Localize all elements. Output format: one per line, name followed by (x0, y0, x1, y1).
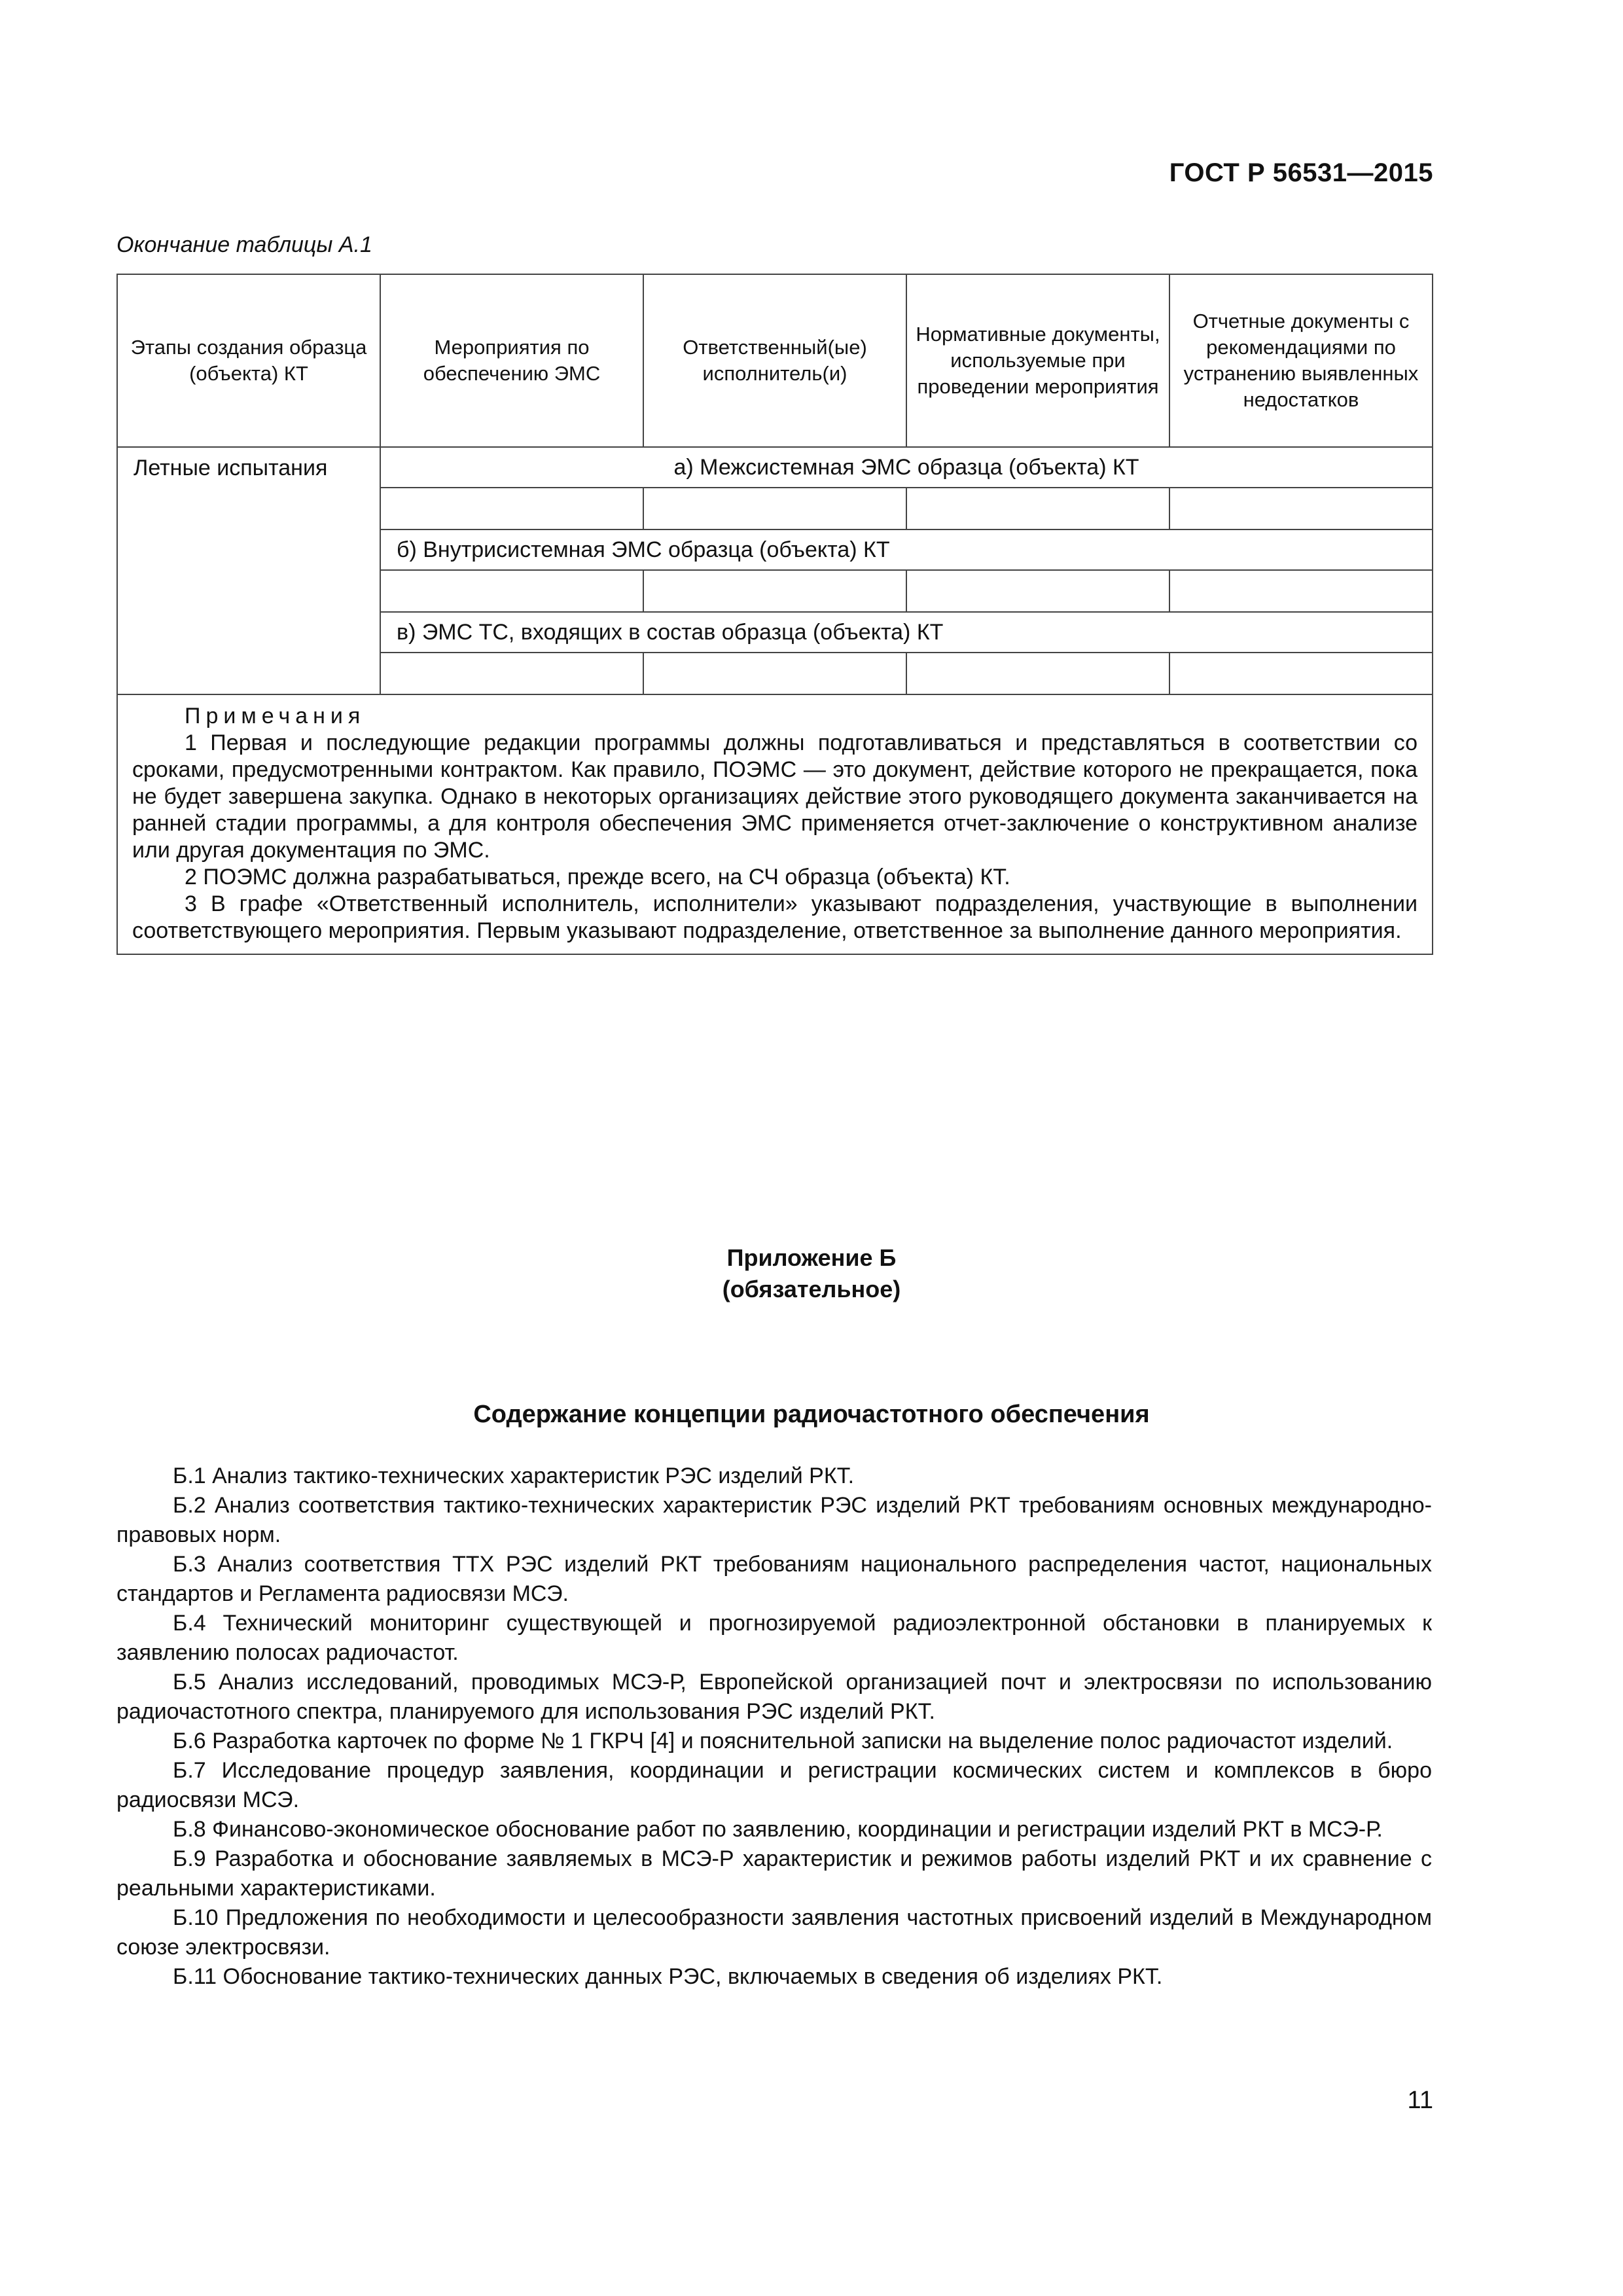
empty-cell (643, 570, 906, 612)
empty-cell (380, 570, 643, 612)
empty-cell (380, 488, 643, 529)
annex-heading: Содержание концепции радиочастотного обеспечения (473, 1401, 1150, 1428)
note-item: 1 Первая и последующие редакции программы должны подготавливаться и представляться в соответствии со сроками, предусмотренными контрактом. Как правило, ПОЭМС — это документ, действие которого не прекращается, пока не будет завершена закупка. Однако в некоторых организациях действие этого руководящего документа заканчивается на ранней стадии программы, а для контроля обеспечения ЭМС применяется отчет-заключение о конструктивном анализе или другая документация по ЭМС. (132, 730, 1418, 863)
column-header-responsible: Ответственный(ые) исполнитель(и) (643, 274, 906, 447)
annex-status: (обязательное) (722, 1276, 901, 1302)
list-item: Б.1 Анализ тактико-технических характеристик РЭС изделий РКТ. (173, 1463, 855, 1488)
column-header-measures: Мероприятия по обеспечению ЭМС (380, 274, 643, 447)
column-header-report-docs: Отчетные документы с рекомендациями по устранению выявленных недостатков (1169, 274, 1433, 447)
list-item: Б.8 Финансово-экономическое обоснование работ по заявлению, координации и регистрации изделий РКТ в МСЭ-Р. (173, 1817, 1383, 1842)
page-number: 11 (1407, 2087, 1433, 2114)
column-header-stages: Этапы создания образца (объекта) КТ (117, 274, 380, 447)
stage-cell: Летные испытания (117, 447, 380, 694)
section-a-heading: а) Межсистемная ЭМС образца (объекта) КТ (380, 447, 1433, 488)
list-item: Б.11 Обоснование тактико-технических данных РЭС, включаемых в сведения об изделиях РКТ. (173, 1964, 1163, 1989)
notes-cell (117, 694, 1433, 954)
empty-cell (1169, 488, 1433, 529)
empty-cell (380, 653, 643, 694)
list-item: Б.2 Анализ соответствия тактико-технических характеристик РЭС изделий РКТ требованиям основных международно-правовых норм. (116, 1493, 1432, 1547)
empty-cell (906, 653, 1169, 694)
empty-cell (906, 488, 1169, 529)
notes-row (117, 694, 1433, 954)
empty-cell (643, 653, 906, 694)
table-header-row (117, 274, 1433, 447)
list-item: Б.5 Анализ исследований, проводимых МСЭ-Р, Европейской организацией почт и электросвязи по использованию радиочастотного спектра, планируемого для использования РЭС изделий РКТ. (116, 1670, 1432, 1724)
notes-title: Примечания (185, 704, 366, 728)
empty-cell (1169, 653, 1433, 694)
annex-header (0, 1242, 1623, 1305)
annex-items-list (116, 1462, 1432, 1992)
list-item: Б.10 Предложения по необходимости и целесообразности заявления частотных присвоений изделий в Международном союзе электросвязи. (116, 1905, 1432, 1960)
empty-cell (1169, 570, 1433, 612)
list-item: Б.7 Исследование процедур заявления, координации и регистрации космических систем и комплексов в бюро радиосвязи МСЭ. (116, 1758, 1432, 1812)
annex-title: Приложение Б (726, 1244, 897, 1271)
empty-cell (643, 488, 906, 529)
list-item: Б.9 Разработка и обоснование заявляемых в МСЭ-Р характеристик и режимов работы изделий РКТ и их сравнение с реальными характеристиками. (116, 1846, 1432, 1901)
list-item: Б.4 Технический мониторинг существующей и прогнозируемой радиоэлектронной обстановки в планируемых к заявлению полосах радиочастот. (116, 1611, 1432, 1665)
note-item: 3 В графе «Ответственный исполнитель, исполнители» указывают подразделения, участвующие в выполнении соответствующего мероприятия. Первым указывают подразделение, ответственное за выполнение данного мероприятия. (132, 891, 1418, 943)
table-row (117, 447, 1433, 488)
list-item: Б.3 Анализ соответствия ТТХ РЭС изделий РКТ требованиям национального распределения частот, национальных стандартов и Регламента радиосвязи МСЭ. (116, 1552, 1432, 1606)
column-header-normative-docs: Нормативные документы, используемые при проведении мероприятия (906, 274, 1169, 447)
measures-table (116, 274, 1433, 955)
list-item: Б.6 Разработка карточек по форме № 1 ГКРЧ [4] и пояснительной записки на выделение полос радиочастот изделий. (173, 1729, 1393, 1753)
section-c-heading: в) ЭМС ТС, входящих в состав образца (объекта) КТ (380, 612, 1433, 653)
note-item: 2 ПОЭМС должна разрабатываться, прежде всего, на СЧ образца (объекта) КТ. (185, 865, 1010, 889)
document-code: ГОСТ Р 56531—2015 (1169, 158, 1433, 187)
section-b-heading: б) Внутрисистемная ЭМС образца (объекта) КТ (380, 529, 1433, 570)
table-caption: Окончание таблицы А.1 (116, 232, 372, 257)
empty-cell (906, 570, 1169, 612)
